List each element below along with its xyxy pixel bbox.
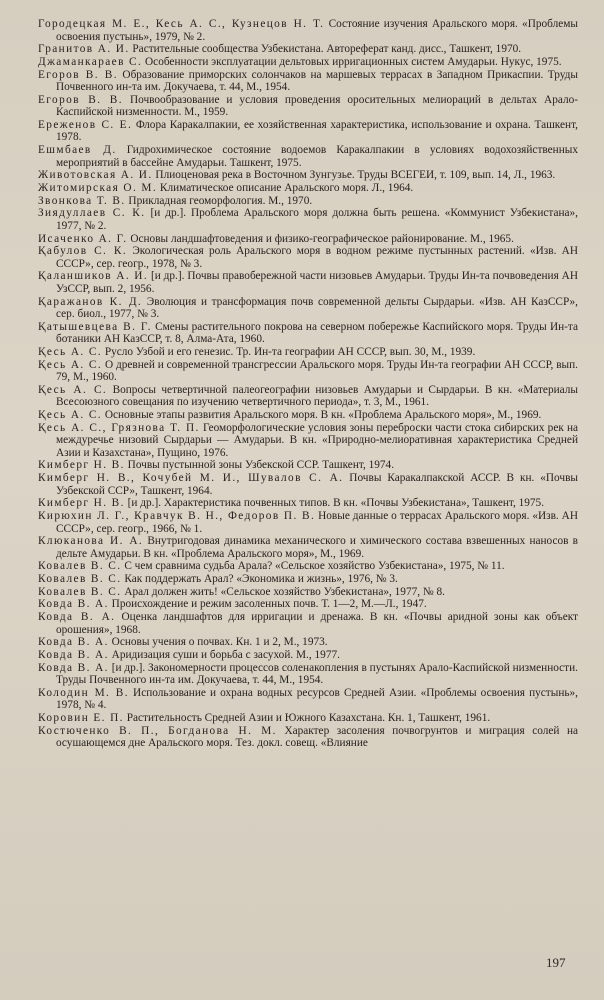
entry-author: Қесь А. С. xyxy=(38,383,108,396)
entry-author: Звонкова Т. В. xyxy=(38,194,126,207)
bibliography-entry xyxy=(38,18,578,43)
entry-text: Происхождение и режим засоленных почв. Т. 1—2, М.—Л., 1947. xyxy=(111,598,427,611)
entry-text: Почвы Каракалпакской АССР. В кн. «Почвы Узбекской ССР», Ташкент, 1964. xyxy=(56,472,578,497)
entry-text: Новые данные о террасах Аральского моря. «Изв. АН СССР», сер. геогр., 1966, № 1. xyxy=(56,510,578,535)
bibliography-entry xyxy=(38,611,578,636)
entry-text: Гидрохимическое состояние водоемов Каракалпакии в условиях водохозяйственных мероприятий в бассейне Амударьи. Ташкент, 1975. xyxy=(56,144,578,169)
bibliography-entry xyxy=(38,409,578,422)
entry-author: Қесь А. С. xyxy=(38,358,103,371)
entry-author: Ковда В. А. xyxy=(38,636,109,649)
entry-author: Зиядуллаев С. К. xyxy=(38,207,146,220)
entry-text: Основные этапы развития Аральского моря. В кн. «Проблема Аральского моря», М., 1969. xyxy=(104,409,542,422)
entry-text: [и др.]. Характеристика почвенных типов. В кн. «Почвы Узбекистана», Ташкент, 1975. xyxy=(127,497,545,510)
entry-author: Қесь А. С. xyxy=(38,409,102,422)
entry-text: Внутригодовая динамика механического и химического состава взвешенных наносов в дельте Амударьи. В кн. «Проблема Аральского моря», М., 1969. xyxy=(56,535,578,560)
bibliography-entry xyxy=(38,725,578,750)
bibliography-list xyxy=(38,18,578,750)
entry-text: Характер засоления почвогрунтов и миграция солей на осушающемся дне Аральского моря. Тез. докл. совещ. «Влияние xyxy=(56,724,578,750)
entry-author: Городецкая М. Е., Кесь А. С., Кузнецов Н. Т. xyxy=(38,18,325,30)
entry-author: Джаманкараев С. xyxy=(38,55,143,68)
entry-text: Состояние изучения Аральского моря. «Проблемы освоения пустынь», 1979, № 2. xyxy=(56,18,579,43)
entry-text: Геоморфологические условия зоны переброски части стока сибирских рек на междуречье низовий Сырдарьи — Амударьи. В кн. «Природно-мелиоративная характеристика Средней Азии и Казахстана», Пущино, 1976. xyxy=(56,421,579,459)
bibliography-entry xyxy=(38,586,578,599)
entry-author: Животовская А. И. xyxy=(38,169,153,182)
bibliography-entry xyxy=(38,712,578,725)
entry-author: Кимберг Н. В., Кочубей М. И., Шувалов С. А. xyxy=(38,472,344,485)
entry-text: [и др.]. Почвы правобережной части низовьев Амударьи. Труды Ин-та почвоведения АН УзССР, вып. 2, 1956. xyxy=(56,270,578,295)
bibliography-entry xyxy=(38,56,578,69)
entry-author: Егоров В. В. xyxy=(38,68,118,81)
entry-author: Костюченко В. П., Богданова Н. М. xyxy=(38,724,277,737)
entry-author: Колодин М. В. xyxy=(38,686,129,699)
entry-text: Растительные сообщества Узбекистана. Автореферат канд. дисс., Ташкент, 1970. xyxy=(132,43,522,56)
bibliography-entry xyxy=(38,195,578,208)
bibliography-entry xyxy=(38,359,578,384)
bibliography-entry xyxy=(38,560,578,573)
bibliography-entry xyxy=(38,422,578,460)
bibliography-entry xyxy=(38,207,578,232)
entry-author: Житомирская О. М. xyxy=(38,182,158,194)
bibliography-entry xyxy=(38,321,578,346)
entry-author: Қаланшиков А. И. xyxy=(38,270,149,283)
bibliography-entry xyxy=(38,94,578,119)
entry-text: Особенности эксплуатации дельтовых ирригационных систем Амударьи. Нукус, 1975. xyxy=(145,55,562,68)
entry-author: Ковалев В. С. xyxy=(38,585,122,598)
entry-author: Қаражанов К. Д. xyxy=(38,295,143,308)
bibliography-entry xyxy=(38,649,578,662)
bibliography-entry xyxy=(38,510,578,535)
bibliography-entry xyxy=(38,497,578,510)
entry-text: О древней и современной трансгрессии Аральского моря. Труды Ин-та географии АН СССР, вып. 79, М., 1960. xyxy=(56,358,578,384)
entry-author: Кимберг Н. В. xyxy=(38,497,125,510)
entry-author: Ковалев В. С. xyxy=(38,573,122,586)
entry-author: Кирюхин Л. Г., Кравчук В. Н., Федоров П. В. xyxy=(38,510,316,522)
entry-text: Почвы пустынной зоны Узбекской ССР. Ташкент, 1974. xyxy=(127,459,395,472)
entry-text: Флора Каракалпакии, ее хозяйственная характеристика, использование и охрана. Ташкент, 1978. xyxy=(56,118,578,144)
bibliography-entry xyxy=(38,346,578,359)
entry-author: Исаченко А. Г. xyxy=(38,232,128,245)
entry-text: Растительность Средней Азии и Южного Казахстана. Кн. 1, Ташкент, 1961. xyxy=(126,712,491,725)
entry-text: Климатическое описание Аральского моря. Л., 1964. xyxy=(159,182,414,194)
entry-text: Основы учения о почвах. Кн. 1 и 2, М., 1973. xyxy=(111,636,328,649)
entry-author: Қесь А. С., Грязнова Т. П. xyxy=(38,421,200,434)
entry-author: Ковда В. А. xyxy=(38,611,116,624)
bibliography-entry xyxy=(38,182,578,195)
bibliography-entry xyxy=(38,119,578,144)
entry-text: [и др.]. Проблема Аральского моря должна быть решена. «Коммунист Узбекистана», 1977, № 2. xyxy=(56,207,578,232)
bibliography-entry xyxy=(38,296,578,321)
entry-text: Смены растительного покрова на северном побережье Каспийского моря. Труды Ин-та ботаники АН КазССР, т. 8, Алма-Ата, 1960. xyxy=(56,320,578,346)
entry-author: Кимберг Н. В. xyxy=(38,459,125,472)
bibliography-entry xyxy=(38,662,578,687)
entry-author: Ковалев В. С. xyxy=(38,560,122,573)
entry-text: Экологическая роль Аральского моря в водном режиме пустынных растений. «Изв. АН СССР», сер. геогр., 1978, № 3. xyxy=(56,245,578,270)
bibliography-entry xyxy=(38,687,578,712)
entry-author: Ереженов С. Е. xyxy=(38,118,133,131)
entry-author: Клюканова И. А. xyxy=(38,535,144,548)
bibliography-entry xyxy=(38,535,578,560)
entry-text: Аридизация суши и борьба с засухой. М., 1977. xyxy=(111,649,340,661)
page-number: 197 xyxy=(546,955,566,970)
entry-author: Коровин Е. П. xyxy=(38,712,124,725)
entry-text: Почвообразование и условия проведения оросительных мелиораций в дельтах Арало-Каспийской низменности. М., 1959. xyxy=(56,93,579,119)
bibliography-entry xyxy=(38,598,578,611)
bibliography-entry xyxy=(38,245,578,270)
bibliography-entry xyxy=(38,69,578,94)
entry-text: Плиоценовая река в Восточном Зунгузье. Труды ВСЕГЕИ, т. 109, вып. 14, Л., 1963. xyxy=(155,169,556,182)
entry-author: Қесь А. С. xyxy=(38,346,102,358)
bibliography-entry xyxy=(38,144,578,169)
entry-author: Ешмбаев Д. xyxy=(38,144,117,157)
entry-text: Образование приморских солончаков на маршевых террасах в Западном Прикаспии. Труды Почвенного ин-та им. Докучаева, т. 44, М., 1954. xyxy=(56,68,579,94)
entry-text: Основы ландшафтоведения и физико-географическое районирование. М., 1965. xyxy=(130,232,514,245)
entry-author: Ковда В. А. xyxy=(38,649,109,661)
bibliography-entry xyxy=(38,472,578,497)
bibliography-entry xyxy=(38,43,578,56)
entry-text: [и др.]. Закономерности процессов соленакопления в пустынях Арало-Каспийской низменности. Труды Почвенного ин-та им. Докучаева, т. 44, М., 1954. xyxy=(56,661,578,687)
entry-text: Арал должен жить! «Сельское хозяйство Узбекистана», 1977, № 8. xyxy=(124,585,445,598)
bibliography-entry xyxy=(38,573,578,586)
bibliography-entry xyxy=(38,636,578,649)
entry-author: Ковда В. А. xyxy=(38,661,109,674)
entry-text: Использование и охрана водных ресурсов Средней Азии. «Проблемы освоения пустынь», 1978, № 4. xyxy=(56,686,578,712)
entry-author: Қатышевцева В. Г. xyxy=(38,320,152,333)
bibliography-entry xyxy=(38,384,578,409)
entry-text: Как поддержать Арал? «Экономика и жизнь», 1976, № 3. xyxy=(124,573,398,586)
entry-text: Оценка ландшафтов для ирригации и дренажа. В кн. «Почвы аридной зоны как объект орошения», 1968. xyxy=(56,611,578,636)
entry-author: Ковда В. А. xyxy=(38,598,109,611)
entry-author: Егоров В. В. xyxy=(38,93,123,106)
entry-text: Эволюция и трансформация почв современной дельты Сырдарьи. «Изв. АН КазССР», сер. биол., 1977, № 3. xyxy=(56,295,578,321)
entry-text: Вопросы четвертичной палеогеографии низовьев Амударьи и Сырдарьи. В кн. «Материалы Всесоюзного совещания по изучению четвертичного периода», т. 3, М., 1961. xyxy=(56,383,578,409)
bibliography-entry xyxy=(38,270,578,295)
entry-author: Гранитов А. И. xyxy=(38,43,130,56)
entry-text: Прикладная геоморфология. М., 1970. xyxy=(128,194,313,207)
bibliography-entry xyxy=(38,459,578,472)
entry-text: Русло Узбой и его генезис. Тр. Ин-та географии АН СССР, вып. 30, М., 1939. xyxy=(104,346,476,358)
entry-author: Қабулов С. К. xyxy=(38,245,128,258)
bibliography-entry xyxy=(38,169,578,182)
entry-text: С чем сравнима судьба Арала? «Сельское хозяйство Узбекистана», 1975, № 11. xyxy=(124,560,505,573)
bibliography-entry xyxy=(38,233,578,246)
